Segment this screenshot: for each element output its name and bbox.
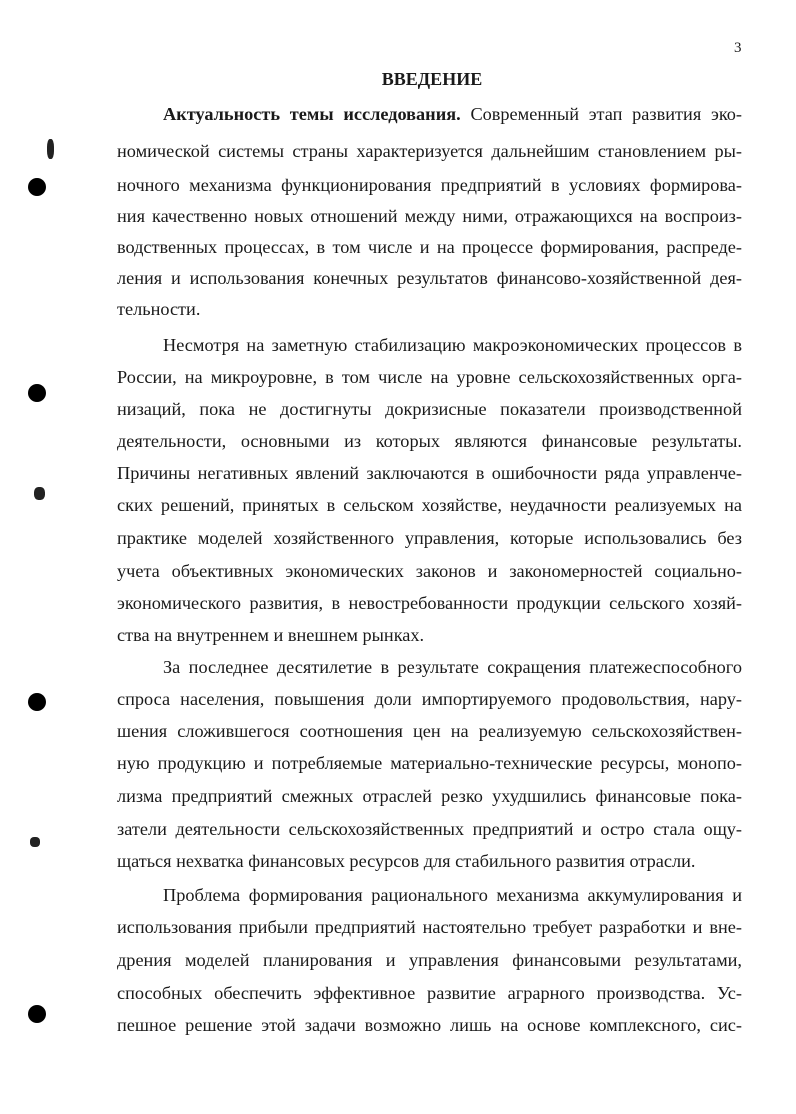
text-line: водственных процессах, в том числе и на процессе формирования, распреде- — [117, 237, 742, 257]
text-line: шения сложившегося соотношения цен на реализуемую сельскохозяйствен- — [117, 721, 742, 741]
binder-hole — [28, 178, 46, 196]
text-line: дрения моделей планирования и управления финансовыми результатами, — [117, 950, 742, 970]
binder-hole — [28, 1005, 46, 1023]
page-number: 3 — [734, 40, 742, 56]
binder-hole — [28, 693, 46, 711]
text-line: Причины негативных явлений заключаются в ошибочности ряда управленче- — [117, 463, 742, 483]
text-line: затели деятельности сельскохозяйственных предприятий и остро стала ощу- — [117, 819, 742, 839]
text-line: Несмотря на заметную стабилизацию макроэкономических процессов в — [163, 335, 742, 355]
text-line: лизма предприятий смежных отраслей резко ухудшились финансовые пока- — [117, 786, 742, 806]
text-line — [163, 103, 742, 125]
text-line: использования прибыли предприятий настоятельно требует разработки и вне- — [117, 917, 742, 937]
text-line: ления и использования конечных результатов финансово-хозяйственной дея- — [117, 268, 742, 288]
text-line: учета объективных экономических законов и закономерностей социально- — [117, 561, 742, 581]
text-run: Современный этап развития эко- — [460, 104, 743, 124]
binder-hole — [28, 384, 46, 402]
text-line: экономического развития, в невостребованности продукции сельского хозяй- — [117, 593, 742, 613]
text-line: щаться нехватка финансовых ресурсов для стабильного развития отрасли. — [117, 851, 696, 871]
text-line: низаций, пока не достигнуты докризисные показатели производственной — [117, 399, 742, 419]
text-line: деятельности, основными из которых являются финансовые результаты. — [117, 431, 742, 451]
text-line: Проблема формирования рационального механизма аккумулирования и — [163, 885, 742, 905]
text-line: способных обеспечить эффективное развитие аграрного производства. Ус- — [117, 983, 742, 1003]
text-line: ночного механизма функционирования предприятий в условиях формирова- — [117, 175, 742, 195]
lead-phrase: Актуальность темы исследования. — [163, 104, 461, 124]
text-line: ских решений, принятых в сельском хозяйстве, неудачности реализуемых на — [117, 495, 742, 515]
text-line: За последнее десятилетие в результате сокращения платежеспособного — [163, 657, 742, 677]
text-line: номической системы страны характеризуется дальнейшим становлением ры- — [117, 141, 742, 161]
text-line: России, на микроуровне, в том числе на уровне сельскохозяйственных орга- — [117, 367, 742, 387]
scan-speck — [30, 837, 40, 847]
text-line: ную продукцию и потребляемые материально-технические ресурсы, монопо- — [117, 753, 742, 773]
text-line: ства на внутреннем и внешнем рынках. — [117, 625, 425, 645]
text-line: ния качественно новых отношений между ними, отражающихся на воспроиз- — [117, 206, 742, 226]
scan-speck — [34, 487, 45, 500]
scan-speck — [47, 139, 54, 159]
text-line: практике моделей хозяйственного управления, которые использовались без — [117, 528, 742, 548]
document-heading: ВВЕДЕНИЕ — [381, 69, 483, 89]
text-line: спроса населения, повышения доли импортируемого продовольствия, нару- — [117, 689, 742, 709]
text-line: пешное решение этой задачи возможно лишь на основе комплексного, сис- — [117, 1015, 742, 1035]
text-line: тельности. — [117, 299, 201, 319]
